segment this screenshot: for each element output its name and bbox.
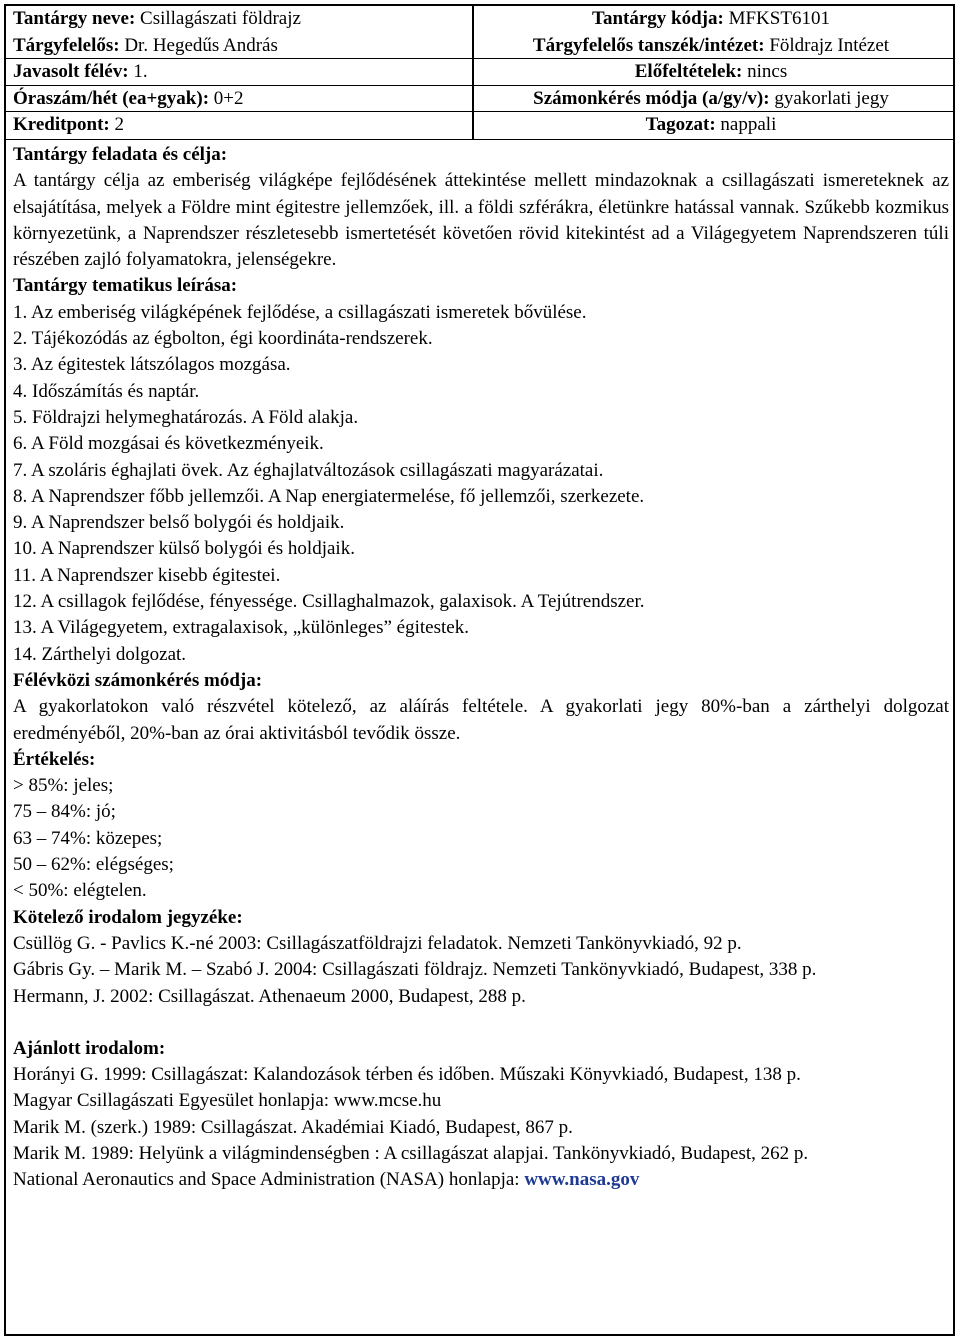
course-code: Tantárgy kódja: MFKST6101 [592,8,830,29]
topic-item: 5. Földrajzi helymeghatározás. A Föld alakja. [13,406,359,428]
topic-item: 9. A Naprendszer belső bolygói és holdjaik. [13,512,345,534]
grading-heading: Értékelés: [13,748,96,770]
literature-item: Csüllög G. - Pavlics K.-né 2003: Csillagászatföldrajzi feladatok. Nemzeti Tankönyvkiadó, 92 p. [13,932,742,954]
assessment-text: A gyakorlatokon való részvétel kötelező, az aláírás feltétele. A gyakorlati jegy 80%-ban a zárthelyi dolgozat eredményéből, 20%-ban az órai aktivitásból tevődik össze. [13,696,949,744]
topic-item: 3. Az égitestek látszólagos mozgása. [13,354,291,376]
course-sheet [4,4,955,1336]
course-name: Tantárgy neve: Csillagászati földrajz [13,8,301,29]
department: Tárgyfelelős tanszék/intézet: Földrajz Intézet [532,34,890,56]
grading-list [13,773,949,904]
topics-heading: Tantárgy tematikus leírása: [13,275,238,297]
course-body [13,142,949,1194]
grade-item: > 85%: jeles; [13,775,114,797]
literature-item: Horányi G. 1999: Csillagászat: Kalandozások térben és időben. Műszaki Könyvkiadó, Budapest, 138 p. [13,1064,801,1086]
prerequisites: Előfeltételek: nincs [634,61,788,82]
literature-item: Gábris Gy. – Marik M. – Szabó J. 2004: Csillagászati földrajz. Nemzeti Tankönyvkiadó, Budapest, 338 p. [13,959,817,981]
nasa-link[interactable]: www.nasa.gov [524,1169,640,1191]
topic-item: 11. A Naprendszer kisebb égitestei. [13,564,281,586]
aim-text: A tantárgy célja az emberiség világképe fejlődésének áttekintése mellett mindazoknak a csillagászati ismereteknek az elsajátítása, melyek a Földre mint égitestre jellemzőek, ill. a földi szférákra, életünkre hatással vannak. Szűkebb kozmikus környezetünk, a Naprendszer részletesebb ismertetését követően rövid kitekintést ad a Világegyetem Naprendszeren túli részében zajló folyamatokra, jelenségekre. [13,170,949,271]
exam-type: Számonkérés módja (a/gy/v): gyakorlati jegy [533,87,889,109]
nasa-text: National Aeronautics and Space Administration (NASA) honlapja: [13,1169,525,1191]
grade-item: 75 – 84%: jó; [13,801,116,823]
recommended-literature-list [13,1062,949,1193]
required-literature-list [13,931,949,1010]
literature-item: Magyar Csillagászati Egyesület honlapja: www.mcse.hu [13,1090,442,1112]
topic-item: 12. A csillagok fejlődése, fényessége. Csillaghalmazok, galaxisok. A Tejútrendszer. [13,591,645,613]
topic-item: 6. A Föld mozgásai és következményeik. [13,433,324,455]
header-row-5 [6,112,953,140]
header-row-4 [6,86,953,113]
literature-item: Marik M. (szerk.) 1989: Csillagászat. Akadémiai Kiadó, Budapest, 867 p. [13,1116,573,1138]
hours-per-week: Óraszám/hét (ea+gyak): 0+2 [13,87,244,109]
topic-item: 1. Az emberiség világképének fejlődése, a csillagászati ismeretek bővülése. [13,301,587,323]
topics-list [13,300,949,668]
header-row-1 [6,6,953,33]
topic-item: 7. A szoláris éghajlati övek. Az éghajlatváltozások csillagászati magyarázatai. [13,459,604,481]
topic-item: 4. Időszámítás és naptár. [13,380,200,402]
course-responsible: Tárgyfelelős: Dr. Hegedűs András [13,34,278,56]
study-mode: Tagozat: nappali [645,114,777,135]
spacer [13,1010,949,1036]
literature-item-nasa [13,1167,949,1193]
grade-item: 50 – 62%: elégséges; [13,854,174,876]
assessment-heading: Félévközi számonkérés módja: [13,669,263,691]
literature-item: Hermann, J. 2002: Csillagászat. Athenaeum 2000, Budapest, 288 p. [13,985,526,1007]
literature-item: Marik M. 1989: Helyünk a világmindenségben : A csillagászat alapjai. Tankönyvkiadó, Budapest, 262 p. [13,1142,809,1164]
topic-item: 13. A Világegyetem, extragalaxisok, „különleges” égitestek. [13,617,469,639]
header-row-3 [6,59,953,86]
topic-item: 14. Zárthelyi dolgozat. [13,643,187,665]
recommended-semester: Javasolt félév: 1. [13,61,148,82]
header-row-2 [6,33,953,60]
recommended-literature-heading: Ajánlott irodalom: [13,1037,166,1059]
aim-heading: Tantárgy feladata és célja: [13,144,228,165]
required-literature-heading: Kötelező irodalom jegyzéke: [13,906,243,928]
credits: Kreditpont: 2 [13,114,125,135]
topic-item: 8. A Naprendszer főbb jellemzői. A Nap energiatermelése, fő jellemzői, szerkezete. [13,485,645,507]
topic-item: 2. Tájékozódás az égbolton, égi koordináta-rendszerek. [13,328,433,350]
grade-item: < 50%: elégtelen. [13,880,147,902]
topic-item: 10. A Naprendszer külső bolygói és holdjaik. [13,538,355,560]
grade-item: 63 – 74%: közepes; [13,827,163,849]
